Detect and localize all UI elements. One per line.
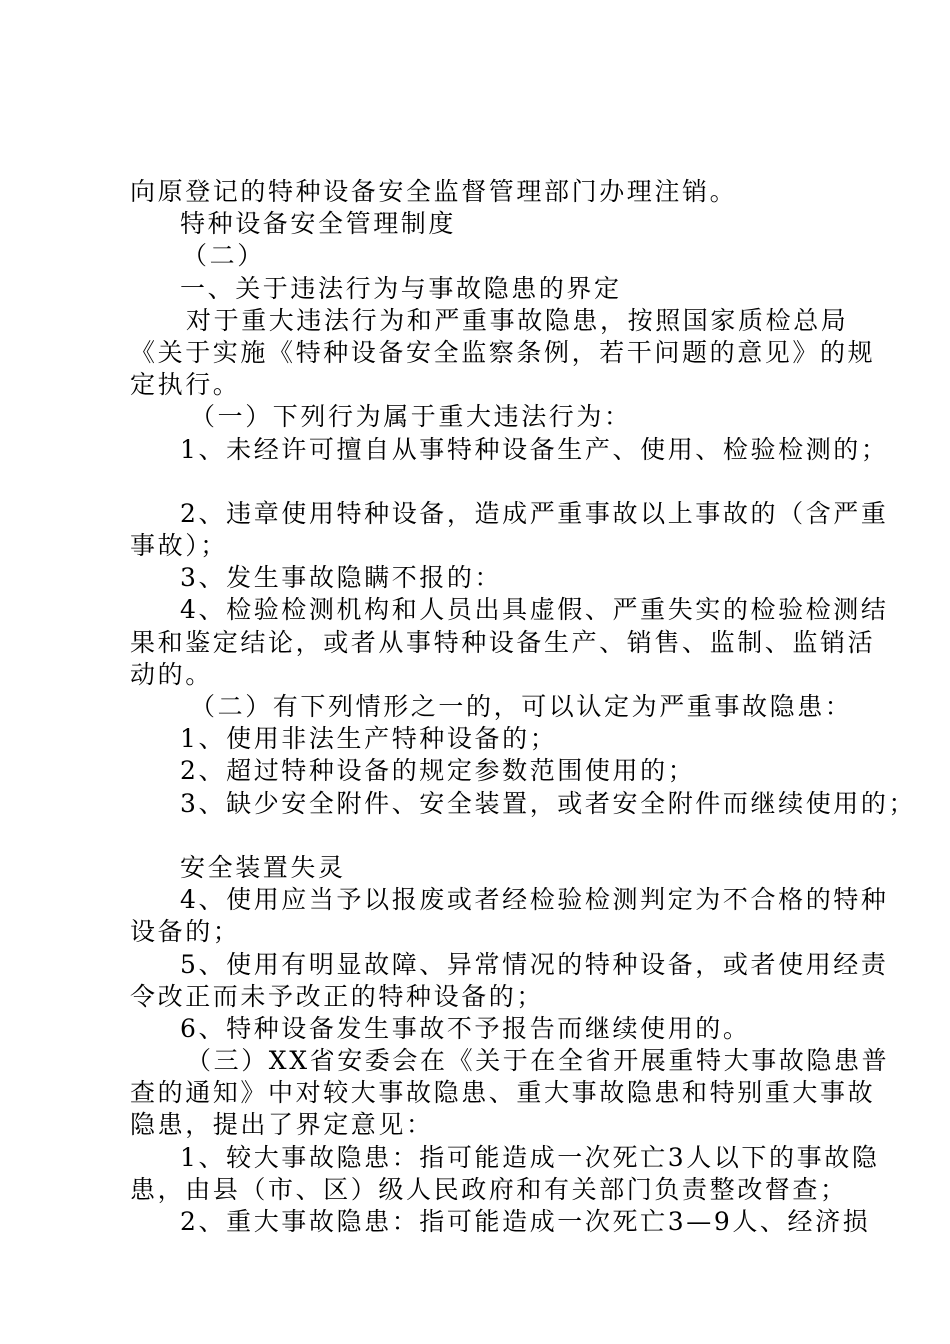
list-item-continuation: 令改正而未予改正的特种设备的； — [130, 981, 545, 1011]
list-item: 2、重大事故隐患：指可能造成一次死亡3—9人、经济损 — [180, 1207, 871, 1236]
document-body — [130, 176, 917, 1238]
blank-line — [130, 820, 834, 852]
paragraph-line: 隐患，提出了界定意见： — [130, 1110, 434, 1140]
paragraph-line: 对于重大违法行为和严重事故隐患，按照国家质检总局 — [186, 305, 849, 335]
list-item: 3、发生事故隐瞒不报的： — [180, 563, 503, 593]
list-item: 6、特种设备发生事故不予报告而继续使用的。 — [180, 1013, 751, 1043]
subheading-violations: （一）下列行为属于重大违法行为： — [190, 402, 632, 432]
paragraph-line: 向原登记的特种设备安全监督管理部门办理注销。 — [130, 177, 738, 206]
list-item-continuation: 事故）； — [130, 531, 228, 561]
list-item-continuation: 患，由县（市、区）级人民政府和有关部门负责整改督查； — [130, 1174, 848, 1204]
list-item: 2、违章使用特种设备，造成严重事故以上事故的（含严重 — [180, 498, 889, 528]
blank-line — [130, 466, 834, 498]
list-item: 4、使用应当予以报废或者经检验检测判定为不合格的特种 — [180, 885, 889, 915]
list-item: 2、超过特种设备的规定参数范围使用的； — [180, 756, 696, 786]
list-item: 4、检验检测机构和人员出具虚假、严重失实的检验检测结 — [180, 595, 889, 625]
list-item-continuation: 果和鉴定结论，或者从事特种设备生产、销售、监制、监销活 — [130, 627, 876, 657]
paragraph-line: 定执行。 — [130, 370, 241, 400]
heading-definition: 一、关于违法行为与事故隐患的界定 — [180, 273, 622, 303]
section-heading: 特种设备安全管理制度 — [180, 209, 457, 239]
subheading-provincial: （三）XX省安委会在《关于在全省开展重特大事故隐患普 — [186, 1046, 890, 1076]
list-item: 1、较大事故隐患：指可能造成一次死亡3人以下的事故隐 — [180, 1142, 880, 1172]
paragraph-line: 查的通知》中对较大事故隐患、重大事故隐患和特别重大事故 — [130, 1078, 876, 1108]
subheading-hazards: （二）有下列情形之一的，可以认定为严重事故隐患： — [190, 692, 853, 721]
paragraph-line: 《关于实施《特种设备安全监察条例，若干问题的意见》的规 — [130, 337, 876, 367]
list-item: 1、未经许可擅自从事特种设备生产、使用、检验检测的； — [180, 434, 889, 464]
list-item-continuation: 动的。 — [130, 659, 213, 689]
list-item: 3、缺少安全附件、安全装置，或者安全附件而继续使用的； — [180, 788, 917, 818]
list-item-continuation: 安全装置失灵 — [180, 852, 346, 882]
list-item-continuation: 设备的； — [130, 917, 241, 947]
list-item: 1、使用非法生产特种设备的； — [180, 724, 558, 754]
list-item: 5、使用有明显故障、异常情况的特种设备，或者使用经责 — [180, 949, 889, 979]
section-subheading: （二） — [182, 241, 265, 271]
